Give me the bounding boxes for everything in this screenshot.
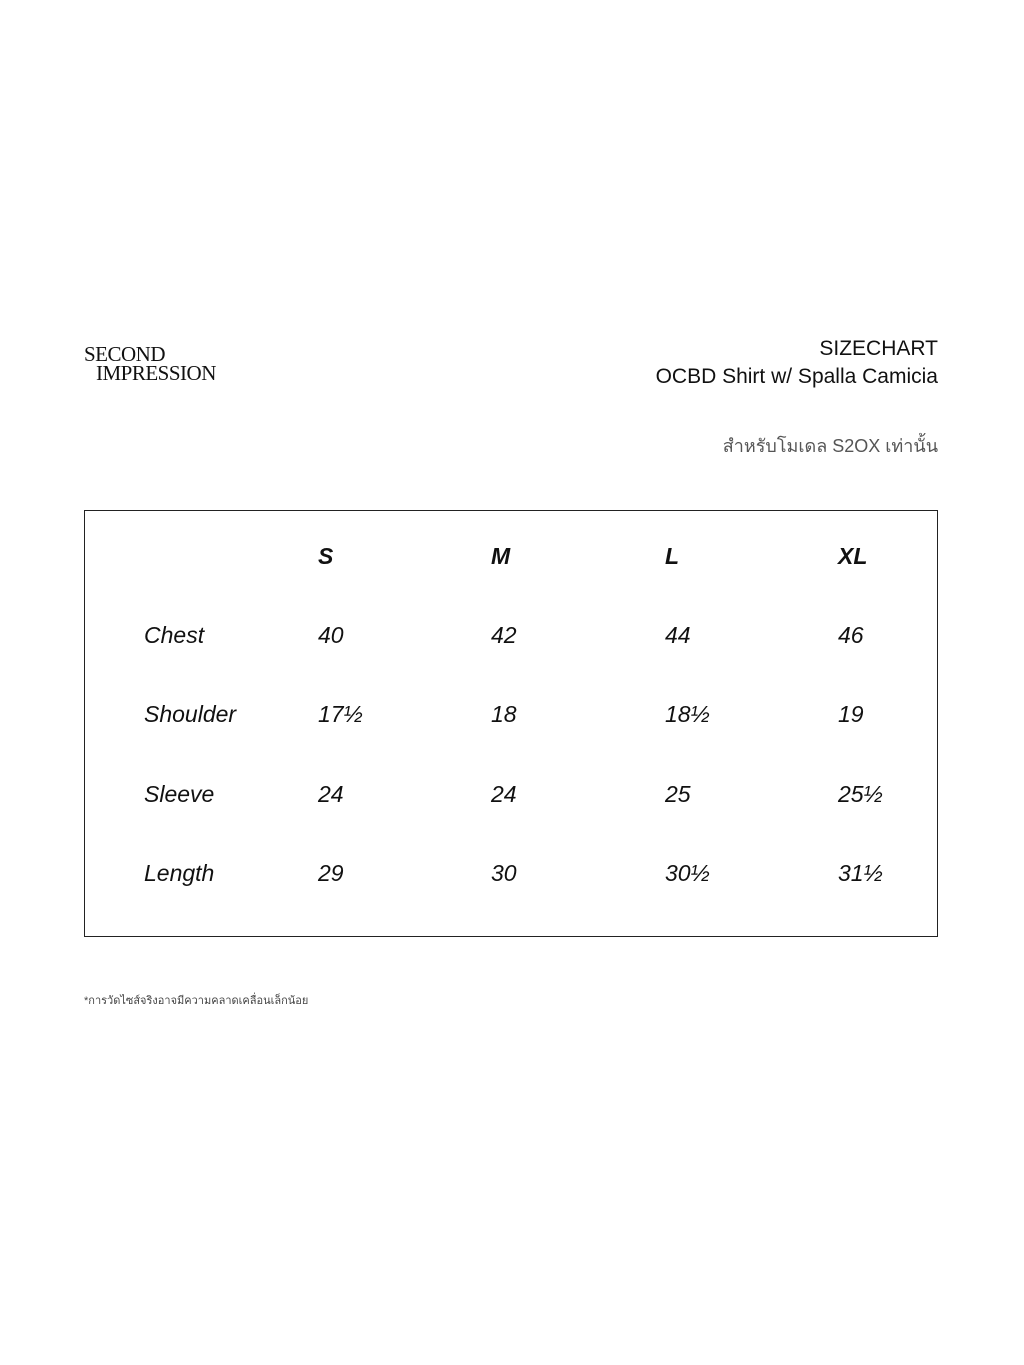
- cell-sleeve-s: 24: [318, 781, 344, 807]
- cell-shoulder-s: 17½: [318, 701, 363, 727]
- cell-length-xl: 31½: [838, 860, 883, 886]
- column-header-s: S: [318, 543, 334, 569]
- cell-shoulder-l: 18½: [665, 701, 710, 727]
- row-label-length: Length: [144, 860, 215, 886]
- cell-chest-m: 42: [491, 622, 517, 648]
- cell-chest-xl: 46: [838, 622, 864, 648]
- size-table: [84, 510, 938, 937]
- brand-logo: [84, 342, 216, 385]
- cell-length-s: 29: [318, 860, 344, 886]
- cell-sleeve-m: 24: [491, 781, 517, 807]
- cell-sleeve-xl: 25½: [838, 781, 883, 807]
- cell-length-l: 30½: [665, 860, 710, 886]
- row-label-sleeve: Sleeve: [144, 781, 215, 807]
- cell-shoulder-xl: 19: [838, 701, 864, 727]
- model-note: สำหรับโมเดล S2OX เท่านั้น: [722, 436, 938, 456]
- column-header-l: L: [665, 543, 680, 569]
- column-header-xl: XL: [838, 543, 868, 569]
- product-name: OCBD Shirt w/ Spalla Camicia: [655, 365, 938, 388]
- cell-shoulder-m: 18: [491, 701, 517, 727]
- cell-chest-l: 44: [665, 622, 691, 648]
- page-title: SIZECHART: [819, 337, 938, 360]
- brand-logo-line1: SECOND: [84, 342, 166, 366]
- row-label-chest: Chest: [144, 622, 205, 648]
- cell-chest-s: 40: [318, 622, 344, 648]
- title-block: [656, 335, 938, 391]
- cell-sleeve-l: 25: [665, 781, 691, 807]
- column-header-m: M: [491, 543, 511, 569]
- footnote: *การวัดไซส์จริงอาจมีความคลาดเคลื่อนเล็กน้อย: [84, 995, 309, 1007]
- row-label-shoulder: Shoulder: [144, 701, 237, 727]
- cell-length-m: 30: [491, 860, 517, 886]
- brand-logo-line2: IMPRESSION: [96, 361, 216, 385]
